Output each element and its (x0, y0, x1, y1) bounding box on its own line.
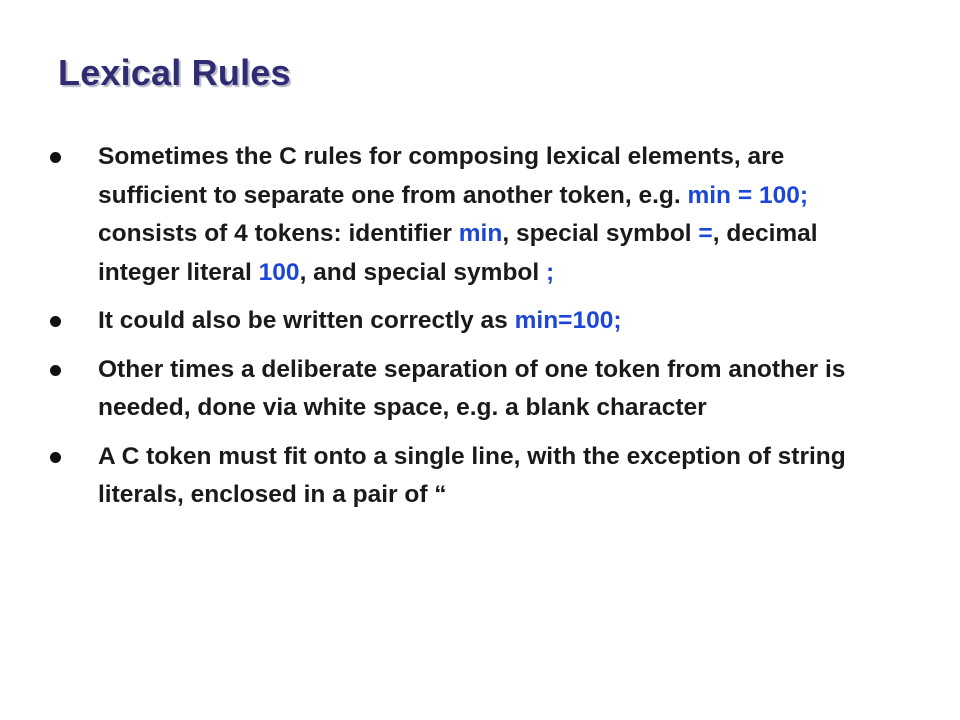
bullet-text-segment: Other times a deliberate separation of one token from another is needed, done via white space, e.g. a blank character (98, 355, 846, 421)
code-snippet: = (698, 220, 713, 247)
code-snippet: 100 (258, 258, 300, 286)
bullet-dot-icon (50, 152, 61, 163)
bullet-item (0, 138, 898, 292)
bullet-text-segment: , and special symbol (299, 258, 547, 286)
bullet-dot-icon (50, 452, 61, 463)
bullet-item (0, 302, 898, 341)
bullet-item (0, 351, 898, 428)
bullet-dot-icon (50, 316, 61, 327)
bullet-text-segment: Sometimes the C rules for composing lexical elements, are sufficient to separate one from another token, e.g. (98, 143, 785, 209)
code-snippet: min=100; (514, 307, 622, 334)
bullet-text-segment: A C token must fit onto a single line, with the exception of string literals, enclosed in a pair of “ (98, 442, 846, 508)
code-snippet: ; (546, 258, 555, 286)
bullet-dot-icon (50, 365, 61, 376)
bullet-text-segment: , special symbol (502, 220, 699, 247)
code-snippet: min = 100; (687, 181, 808, 209)
bullet-list (0, 138, 960, 525)
bullet-text-segment: consists of 4 tokens: identifier (98, 220, 459, 247)
slide-title: Lexical Rules (58, 52, 291, 93)
code-snippet: min (458, 220, 503, 247)
bullet-text-segment: , decimal integer literal (98, 220, 818, 286)
bullet-text-segment: It could also be written correctly as (98, 307, 515, 334)
bullet-item (0, 438, 898, 515)
